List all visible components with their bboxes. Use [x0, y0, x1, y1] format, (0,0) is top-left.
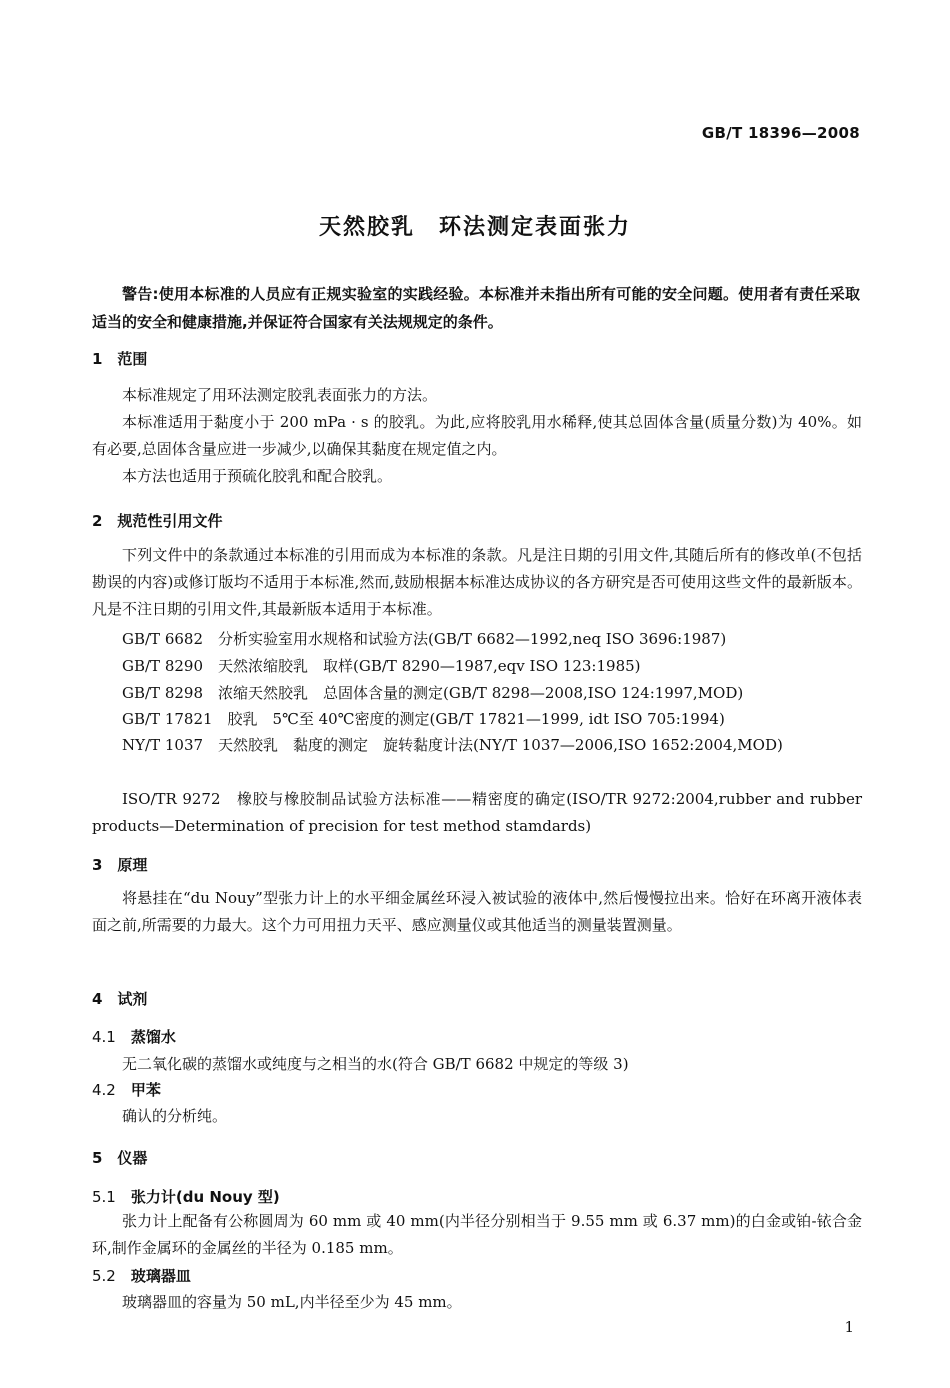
subsection-number: 5.1 [92, 1188, 131, 1206]
page-number: 1 [844, 1318, 854, 1336]
subsection-title: 甲苯 [130, 1081, 161, 1099]
section-1-para-2: 本标准适用于黏度小于 200 mPa · s 的胶乳。为此,应将胶乳用水稀释,使其总固体含量(质量分数)为 40%。如有必要,总固体含量应进一步减少,以确保其黏度在规定值之内。 [92, 413, 862, 458]
reference-item: GB/T 17821 胶乳 5℃至 40℃密度的测定(GB/T 17821—1999, idt ISO 705:1994) [122, 710, 725, 728]
section-3-heading: 3 原理 [92, 856, 148, 874]
section-1-heading: 1 范围 [92, 350, 148, 368]
reference-item: GB/T 8290 天然浓缩胶乳 取样(GB/T 8290—1987,eqv ISO 123:1985) [122, 657, 641, 675]
subsection-title: 玻璃器皿 [130, 1267, 191, 1285]
subsection-5-1-heading [92, 1186, 280, 1207]
subsection-5-1-text: 张力计上配备有公称圆周为 60 mm 或 40 mm(内半径分别相当于 9.55 mm 或 6.37 mm)的白金或铂-铱合金环,制作金属环的金属丝的半径为 0.185 mm。 [92, 1212, 862, 1257]
section-2-intro: 下列文件中的条款通过本标准的引用而成为本标准的条款。凡是注日期的引用文件,其随后所有的修改单(不包括勘误的内容)或修订版均不适用于本标准,然而,鼓励根据本标准达成协议的各方研究是否可使用这些文件的最新版本。凡是不注日期的引用文件,其最新版本适用于本标准。 [92, 546, 862, 618]
standard-code: GB/T 18396—2008 [701, 124, 860, 142]
subsection-number: 5.2 [92, 1267, 131, 1285]
section-4-heading: 4 试剂 [92, 990, 148, 1008]
subsection-title: 张力计(du Nouy 型) [130, 1188, 280, 1206]
subsection-4-2-text: 确认的分析纯。 [122, 1107, 228, 1125]
subsection-5-2-text: 玻璃器皿的容量为 50 mL,内半径至少为 45 mm。 [122, 1293, 462, 1311]
subsection-4-1-text: 无二氧化碳的蒸馏水或纯度与之相当的水(符合 GB/T 6682 中规定的等级 3) [122, 1055, 629, 1073]
subsection-title: 蒸馏水 [130, 1028, 176, 1046]
section-1-para-3: 本方法也适用于预硫化胶乳和配合胶乳。 [122, 467, 393, 485]
reference-item: GB/T 6682 分析实验室用水规格和试验方法(GB/T 6682—1992,neq ISO 3696:1987) [122, 630, 727, 648]
document-title: 天然胶乳 环法测定表面张力 [318, 215, 631, 240]
section-2-heading: 2 规范性引用文件 [92, 512, 223, 530]
subsection-number: 4.1 [92, 1028, 131, 1046]
subsection-4-1-heading [92, 1026, 176, 1047]
subsection-number: 4.2 [92, 1081, 131, 1099]
reference-item: NY/T 1037 天然胶乳 黏度的测定 旋转黏度计法(NY/T 1037—2006,ISO 1652:2004,MOD) [122, 736, 783, 754]
section-3-para: 将悬挂在“du Nouy”型张力计上的水平细金属丝环浸入被试验的液体中,然后慢慢拉出来。恰好在环离开液体表面之前,所需要的力最大。这个力可用扭力天平、感应测量仪或其他适当的测量装置测量。 [92, 889, 862, 934]
reference-item: ISO/TR 9272 橡胶与橡胶制品试验方法标准——精密度的确定(ISO/TR 9272:2004,rubber and rubber products—Determination of precision for test method stamdards) [92, 790, 862, 835]
subsection-5-2-heading [92, 1265, 191, 1286]
warning-paragraph: 警告:使用本标准的人员应有正规实验室的实践经验。本标准并未指出所有可能的安全问题。使用者有责任采取适当的安全和健康措施,并保证符合国家有关法规规定的条件。 [92, 285, 860, 331]
section-1-para-1: 本标准规定了用环法测定胶乳表面张力的方法。 [122, 386, 438, 404]
reference-item: GB/T 8298 浓缩天然胶乳 总固体含量的测定(GB/T 8298—2008,ISO 124:1997,MOD) [122, 684, 744, 702]
subsection-4-2-heading [92, 1079, 161, 1100]
section-5-heading: 5 仪器 [92, 1149, 148, 1167]
